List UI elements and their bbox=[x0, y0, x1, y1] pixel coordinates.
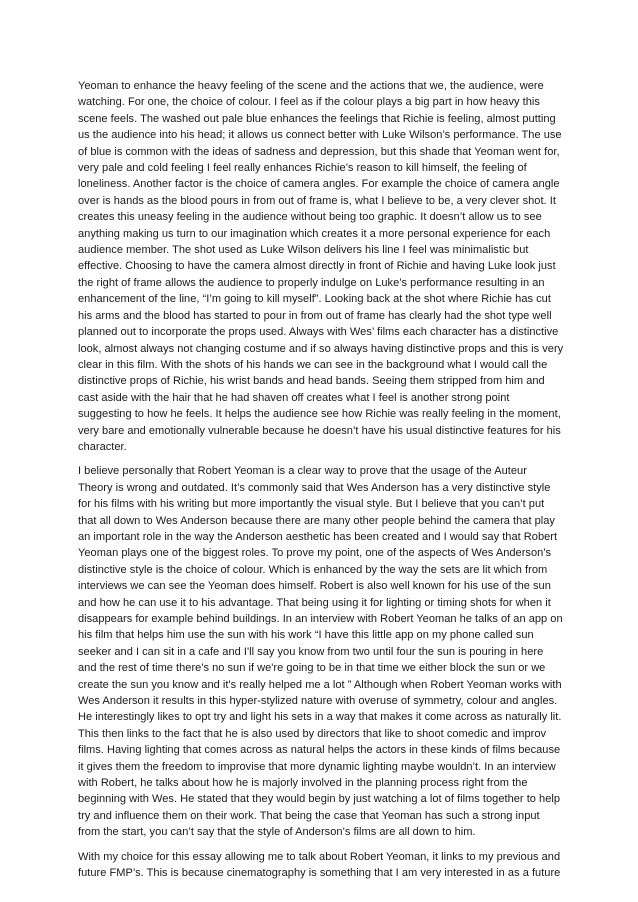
paragraph-3: With my choice for this essay allowing me to talk about Robert Yeoman, it links to my previous and future FMP’s. This is because cinematography is something that I am very interested in as a future bbox=[78, 850, 561, 880]
paragraph-2: I believe personally that Robert Yeoman is a clear way to prove that the usage of the Auteur Theory is wrong and outdated. It’s commonly said that Wes Anderson has a very distinctive style for his films with his writing but more importantly the visual style. But I believe that you can’t put that all down to Wes Anderson because there are many other people behind the camera that play an important role in the way the Anderson aesthetic has been created and I would say that Robert Yeoman plays one of the biggest roles. To prove my point, one of the aspects of Wes Anderson’s distinctive style is the choice of colour. Which is enhanced by the way the sets are lit which from interviews we can see the Yeoman does himself. Robert is also well known for his use of the sun and how he can use it to his advantage. That being using it for lighting or timing shots for when it disappears for example behind buildings. In an interview with Robert Yeoman he talks of an app on his film that helps him use the sun with his work “I have this little app on my phone called sun seeker and I can sit in a cafe and I'll say you know from two until four the sun is pouring in here and the rest of time there's no sun if we're going to be in that time we either block the sun or we create the sun you know and it's really helped me a lot ” Although when Robert Yeoman works with Wes Anderson it results in this hyper-stylized nature with overuse of symmetry, colour and angles. He interestingly likes to opt try and light his sets in a way that makes it come across as naturally lit. This then links to the fact that he is also used by directors that like to shoot comedic and improv films. Having lighting that comes across as natural helps the actors in these kinds of films because it gives them the freedom to improvise that more dynamic lighting maybe wouldn’t. In an interview with Robert, he talks about how he is majorly involved in the planning process right from the beginning with Wes. He stated that they would begin by just watching a lot of films together to help try and influence them on their work. That being the case that Yeoman has such a strong input from the start, you can’t say that the style of Anderson’s films are all down to him. bbox=[78, 465, 563, 839]
document-body bbox=[78, 78, 564, 890]
paragraph-1: Yeoman to enhance the heavy feeling of the scene and the actions that we, the audience, were watching. For one, the choice of colour. I feel as if the colour plays a big part in how heavy this scene feels. The washed out pale blue enhances the feelings that Richie is feeling, almost putting us the audience into his head; it allows us connect better with Luke Wilson’s performance. The use of blue is common with the ideas of sadness and depression, but this shade that Yeoman went for, very pale and cold feeling I feel really enhances Richie’s reason to kill himself, the feeling of loneliness. Another factor is the choice of camera angles. For example the choice of camera angle over is hands as the blood pours in from out of frame is, what I believe to be, a very clever shot. It creates this uneasy feeling in the audience without being too graphic. It doesn’t allow us to see anything making us turn to our imagination which creates it a more personal experience for each audience member. The shot used as Luke Wilson delivers his line I feel was minimalistic but effective. Choosing to have the camera almost directly in front of Richie and having Luke look just the right of frame allows the audience to properly indulge on Luke’s performance resulting in an enhancement of the line, “I’m going to kill myself”. Looking back at the shot where Richie has cut his arms and the blood has started to pour in from out of frame has clearly had the shot type well planned out to incorporate the props used. Always with Wes’ films each character has a distinctive look, almost always not changing costume and if so always having distinctive props and this is very clear in this film. With the shots of his hands we can see in the background what I would call the distinctive props of Richie, his wrist bands and head bands. Seeing them stripped from him and cast aside with the hair that he had shaven off creates what I feel is another strong point suggesting to how he feels. It helps the audience see how Richie was really feeling in the moment, very bare and emotionally vulnerable because he doesn’t have his usual distinctive features for his character. bbox=[78, 80, 564, 453]
